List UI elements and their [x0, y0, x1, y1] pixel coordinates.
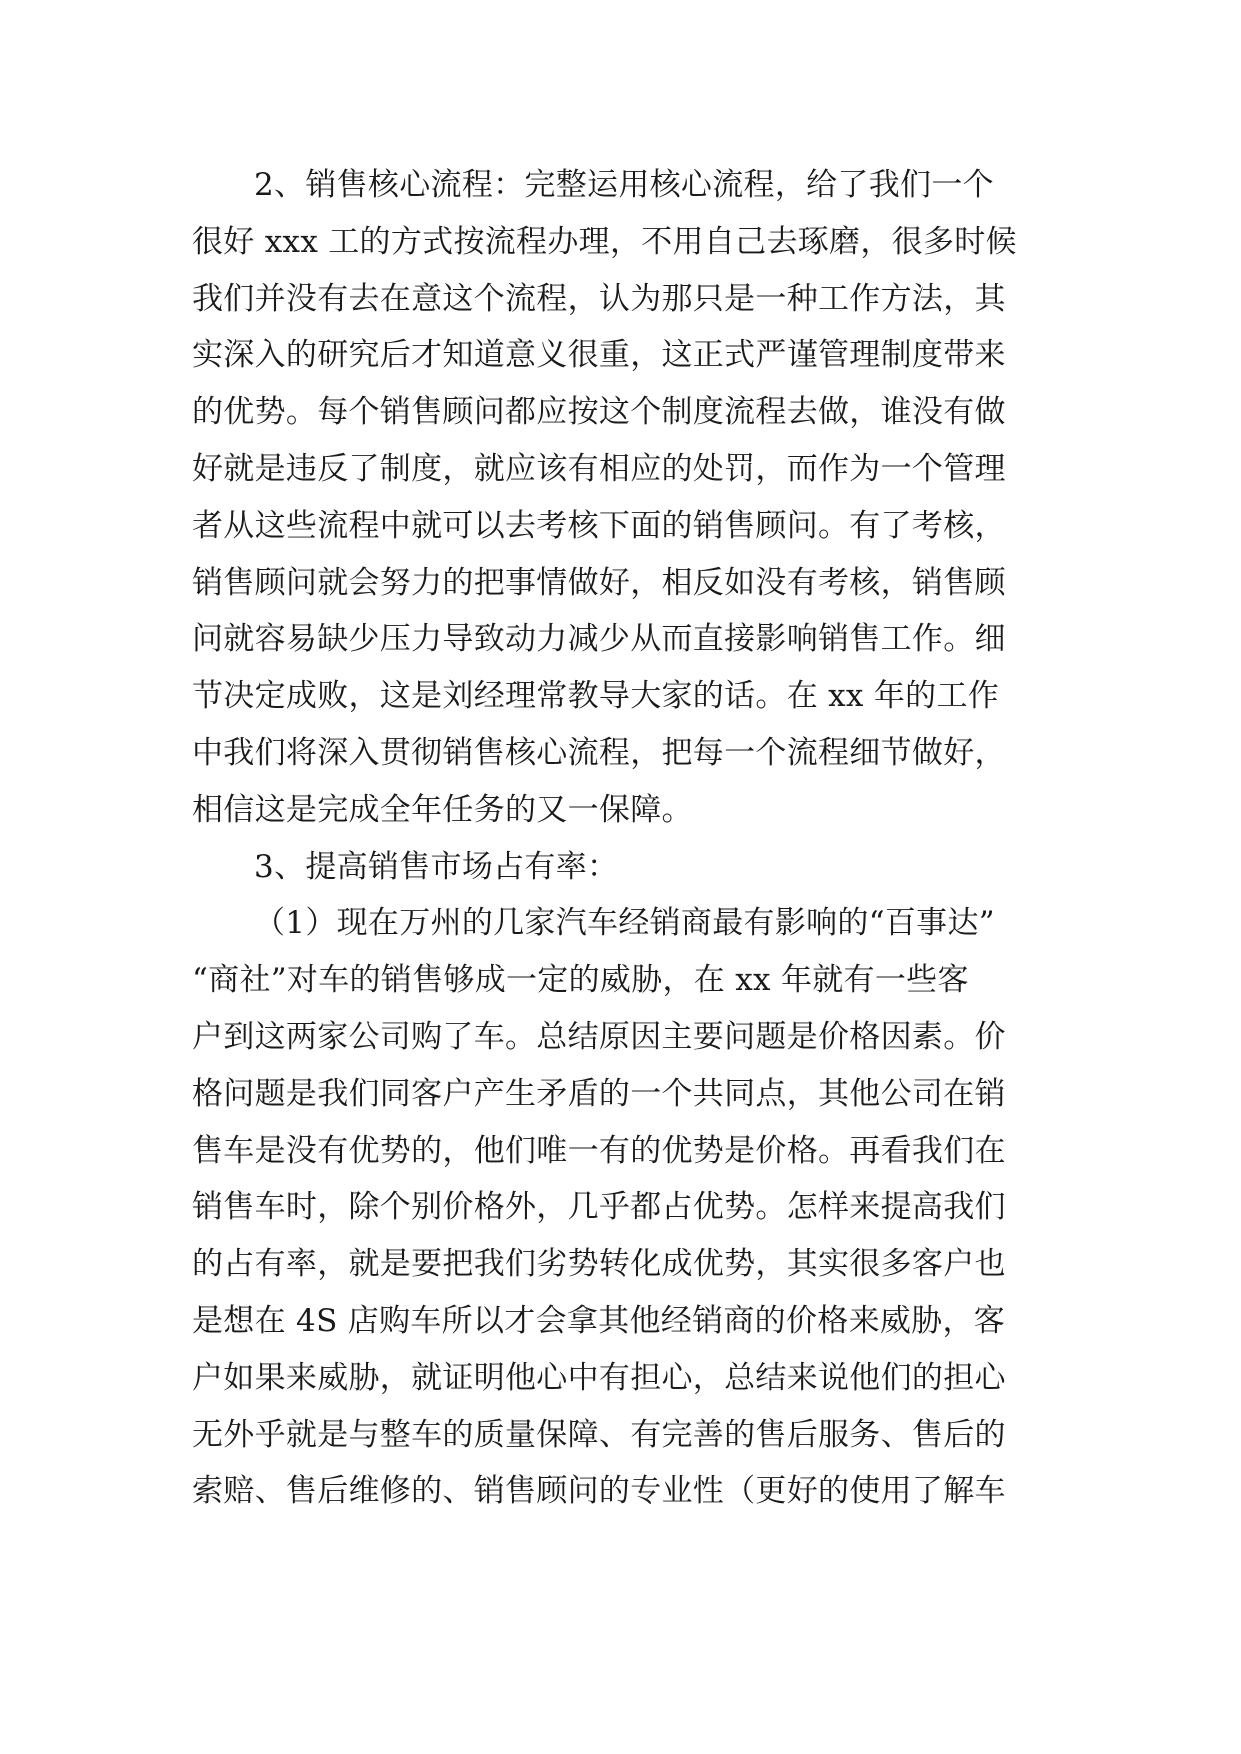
paragraph-line: “商社”对车的销售够成一定的威胁，在 xx 年就有一些客 — [192, 962, 969, 999]
paragraph-line: 销售车时，除个别价格外，几乎都占优势。怎样来提高我们 — [192, 1189, 1006, 1226]
paragraph-line: 索赔、售后维修的、销售顾问的专业性（更好的使用了解车 — [192, 1473, 1006, 1510]
paragraph-line: 节决定成败，这是刘经理常教导大家的话。在 xx 年的工作 — [192, 678, 1000, 715]
paragraph-line: 无外乎就是与整车的质量保障、有完善的售后服务、售后的 — [192, 1416, 1006, 1453]
paragraph-line: 的优势。每个销售顾问都应按这个制度流程去做，谁没有做 — [192, 394, 1006, 431]
paragraph-line: 者从这些流程中就可以去考核下面的销售顾问。有了考核， — [192, 507, 1006, 544]
paragraph-line: 相信这是完成全年任务的又一保障。 — [192, 791, 693, 828]
paragraph-line: 中我们将深入贯彻销售核心流程，把每一个流程细节做好， — [192, 734, 1006, 771]
paragraph-line: 的占有率，就是要把我们劣势转化成优势，其实很多客户也 — [192, 1246, 1006, 1283]
paragraph-line: 户如果来威胁，就证明他心中有担心，总结来说他们的担心 — [192, 1359, 1006, 1396]
section-heading: 3、提高销售市场占有率： — [254, 848, 619, 885]
paragraph-line: 我们并没有去在意这个流程，认为那只是一种工作方法，其 — [192, 280, 1006, 317]
paragraph-line: 格问题是我们同客户产生矛盾的一个共同点，其他公司在销 — [192, 1075, 1006, 1112]
paragraph-line: 好就是违反了制度，就应该有相应的处罚，而作为一个管理 — [192, 450, 1006, 487]
paragraph-line: 售车是没有优势的，他们唯一有的优势是价格。再看我们在 — [192, 1132, 1006, 1169]
paragraph-line: （1）现在万州的几家汽车经销商最有影响的“百事达” — [254, 905, 995, 942]
paragraph-line: 销售顾问就会努力的把事情做好，相反如没有考核，销售顾 — [192, 564, 1006, 601]
paragraph-line: 是想在 4S 店购车所以才会拿其他经销商的价格来威胁，客 — [192, 1302, 1006, 1339]
paragraph-line: 实深入的研究后才知道意义很重，这正式严谨管理制度带来 — [192, 337, 1006, 374]
paragraph-line: 问就容易缺少压力导致动力减少从而直接影响销售工作。细 — [192, 621, 1006, 658]
paragraph-line: 很好 xxx 工的方式按流程办理，不用自己去琢磨，很多时候 — [192, 223, 1017, 260]
paragraph-line: 户到这两家公司购了车。总结原因主要问题是价格因素。价 — [192, 1018, 1006, 1055]
document-body — [192, 157, 1052, 1520]
paragraph-line: 2、销售核心流程：完整运用核心流程，给了我们一个 — [254, 167, 994, 203]
